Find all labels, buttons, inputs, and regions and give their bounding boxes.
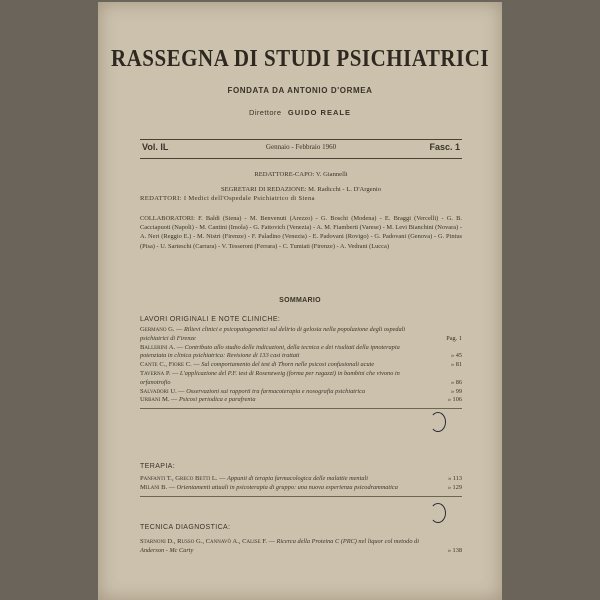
entry-title: L'applicazione del P.F. test di Rosenzweig (forma per ragazzi) in bambini che vivono in orfanotrofio [140,369,400,386]
entry-page: Pag. 1 [446,334,462,342]
entry-page: » 45 [450,352,462,360]
secretaries: SEGRETARI DI REDAZIONE: M. Radicchi - L. D'Argenio [220,186,382,193]
entry-author: Panfanti T., Greco Betti L. [140,475,218,482]
list-item: Ballerini A. — Contributo allo studio delle indicazioni, della tecnica e dei risultati della ipnoterapia potenziata in clinica psichiatrica: Revisione di 133 casi trattati » 45 [140,343,462,360]
director-line [98,108,502,117]
journal-page [98,2,502,600]
entry-page: » 81 [450,361,462,369]
entry-page: » 129 [447,483,462,491]
entry-page: » 99 [450,387,462,395]
entry-title: Ricerca della Proteina C (PRC) nel liquor col metodo di Anderson - Mc Carty [140,538,419,554]
section-divider [140,496,462,497]
section-title: LAVORI ORIGINALI E NOTE CLINICHE: [140,316,281,323]
entry-title: Rilievi clinici e psicopatogenetici sul delirio di gelosia nella popolazione degli ospedali psichiatrici di Firenze [140,326,406,342]
top-rule [140,139,462,140]
entry-page: » 138 [447,546,462,554]
editor-in-chief: REDATTORE-CAPO: V. Giannelli [254,171,348,178]
list-item: Starnoni D., Russo G., Cannavò A., Calise F. — Ricerca della Proteina C (PRC) nel liquor col metodo di Anderson - Mc Carty » 138 [140,538,462,554]
list-item: Milani B. — Orientamenti attuali in psicoterapia di gruppo: una nuova esperienza psicodrammatica » 129 [140,483,462,491]
pen-mark-icon [430,503,446,523]
editors: REDATTORI: I Medici dell'Ospedale Psichiatrico di Siena [140,195,315,202]
entry-author: Milani B. [140,483,168,491]
list-item: Germano G. — Rilievi clinici e psicopatogenetici sul delirio di gelosia nella popolazione degli ospedali psichiatrici di Firenze Pag. 1 [140,326,462,342]
section-title: TECNICA DIAGNOSTICA: [140,524,231,531]
list-item: Panfanti T., Greco Betti L. — Appunti di terapia farmacologica delle malattie mentali » 113 [140,475,462,482]
director-label: Direttore [249,108,282,117]
entry-title: Contributo allo studio delle indicazioni, della tecnica e dei risultati della ipnoterapia potenziata in clinica psichiatrica: Revisione di 133 casi trattati [140,343,400,360]
journal-title: RASSEGNA DI STUDI PSICHIATRICI [110,44,490,72]
entry-title: Psicosi periodica e parafrenia [178,396,256,404]
entry-author: Starnoni D., Russo G., Cannavò A., Calise F. [140,538,268,545]
bottom-rule [140,158,462,159]
entry-author: Germano G. [140,326,175,333]
pen-mark-icon [430,412,446,432]
list-item: Urbani M. — Psicosi periodica e parafrenia » 106 [140,396,462,404]
contents-heading: SOMMARIO [279,297,321,304]
entry-page: » 106 [447,396,462,404]
section-entries [140,326,462,413]
issue-date: Gennaio - Febbraio 1960 [265,143,337,151]
entry-title: Appunti di terapia farmacologica delle malattie mentali [227,475,368,482]
issue-row [140,142,462,156]
list-item: Taverna P. — L'applicazione del P.F. test di Rosenzweig (forma per ragazzi) in bambini che vivono in orfanotrofio » 86 [140,369,462,386]
entry-title: Osservazioni sui rapporti tra farmacoterapia e nosografia psichiatrica [186,387,366,395]
director-name: GUIDO REALE [287,108,351,117]
entry-author: Salvadori U. [140,387,177,395]
fascicle-label: Fasc. 1 [429,142,460,152]
journal-subtitle: FONDATA DA ANTONIO D'ORMEA [227,86,373,95]
entry-author: Taverna P. [140,369,171,377]
entry-author: Urbani M. [140,396,170,404]
section-divider [140,408,462,409]
entry-author: Ballerini A. [140,343,176,351]
section-entries [140,538,462,556]
section-title: TERAPIA: [140,463,176,470]
list-item: Salvadori U. — Osservazioni sui rapporti tra farmacoterapia e nosografia psichiatrica » 99 [140,387,462,395]
entry-title: Sul comportamento del test di Thorn nelle psicosi confusionali acute [201,361,375,369]
entry-page: » 113 [448,475,462,482]
entry-author: Cante C., Fiore C. [140,361,192,369]
entry-title: Orientamenti attuali in psicoterapia di gruppo: una nuova esperienza psicodrammatica [176,483,398,491]
volume-label: Vol. IL [142,142,169,152]
collaborators: COLLABORATORI: F. Baldi (Siena) - M. Benvenuti (Arezzo) - G. Boschi (Modena) - E. Braggi (Vercelli) - G. B. Cacciapuoti (Napoli) - M. Cantini (Imola) - G. Fattovich (Venezia) - A. M. Fiamberti (Varese) - M. Levi Bianchini (Novara) - A. Neri (Reggio E.) - M. Nistri (Firenze) - F. Paladino (Venezia) - E. Padovani (Rovigo) - G. Padovani (Genova) - G. Pintus (Pisa) - U. Sarteschi (Carrara) - V. Tesseroni (Ferrara) - C. Tumiati (Firenze) - A. Vedrani (Lucca) [140,215,462,250]
list-item: Cante C., Fiore C. — Sul comportamento del test di Thorn nelle psicosi confusionali acute » 81 [140,361,462,369]
entry-page: » 86 [450,378,462,386]
section-entries [140,475,462,501]
